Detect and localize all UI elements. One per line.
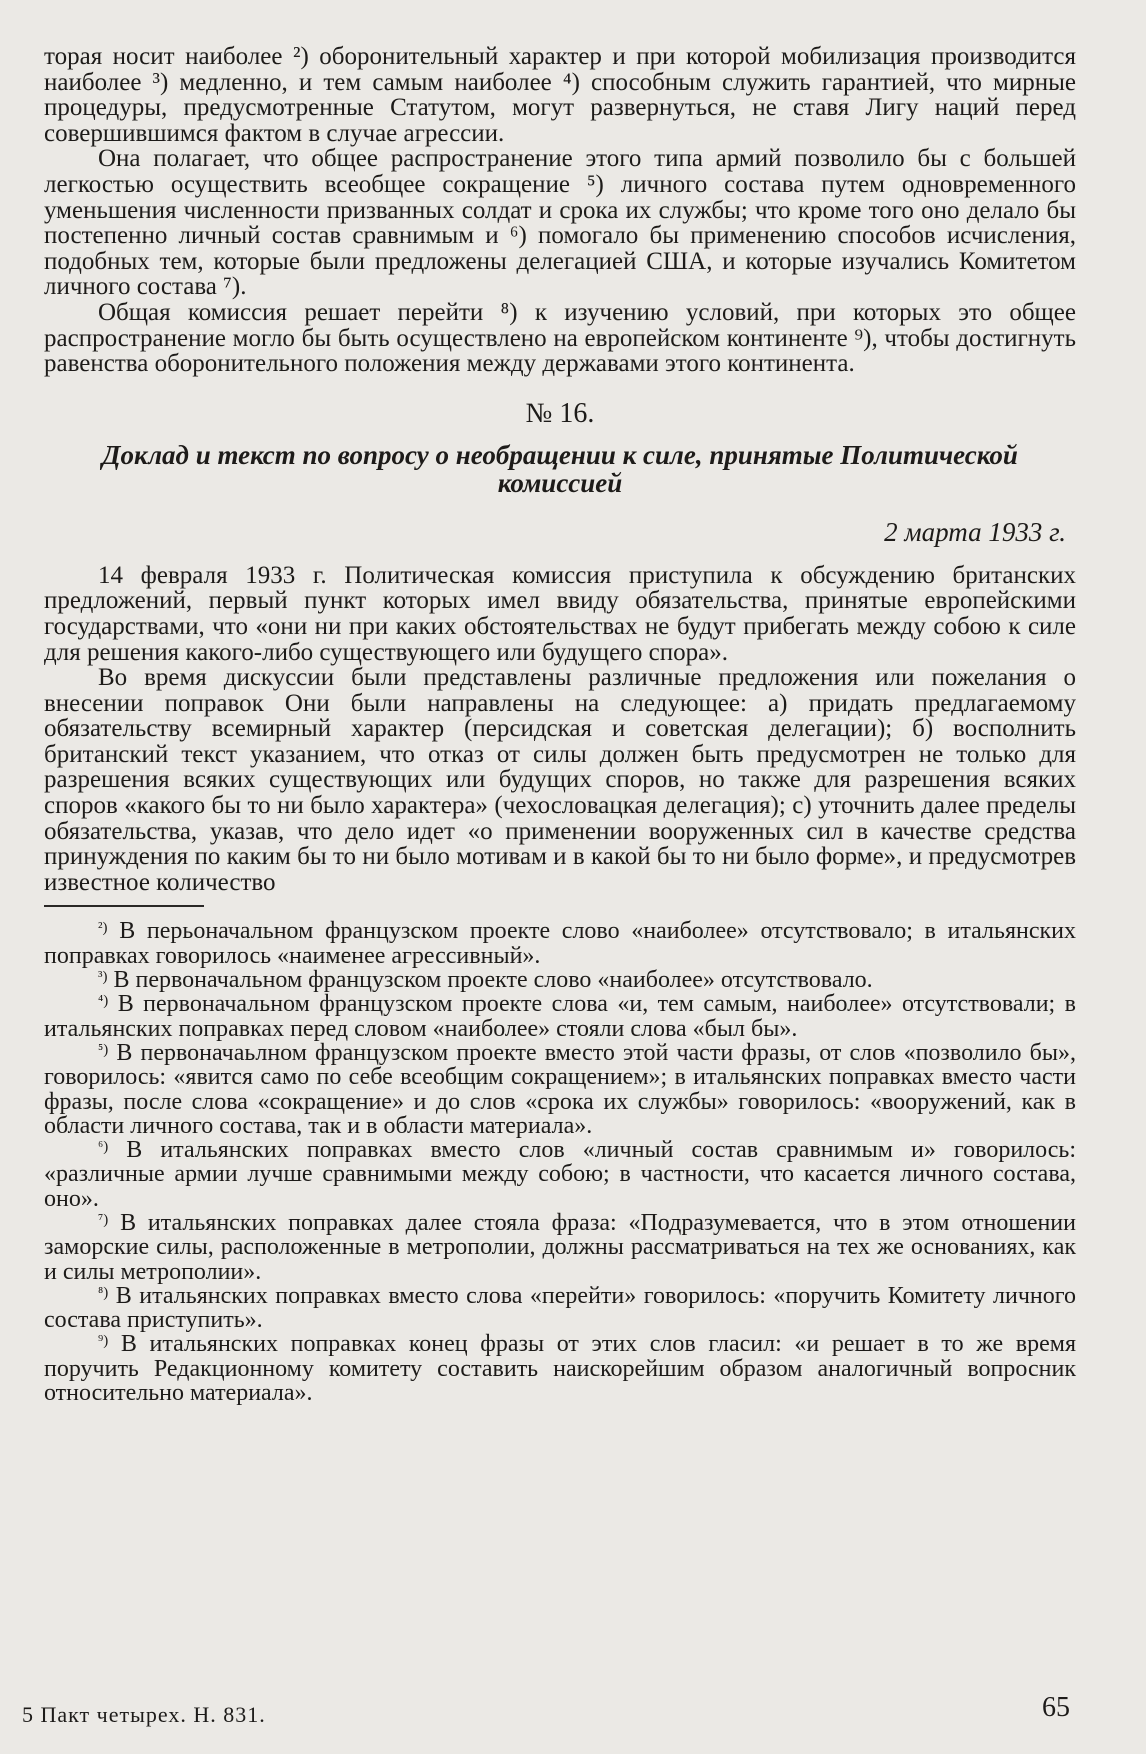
footnote-marker: ⁵) bbox=[98, 1041, 109, 1058]
footnote bbox=[44, 968, 1076, 992]
footnote-text: В итальянских поправках далее стояла фраза: «Подразумевается, что в этом отношении заморские силы, расположенные в метрополии, должны рассматриваться на тех же основаниях, как и силы метрополии». bbox=[44, 1210, 1076, 1285]
footnote-marker: ⁶) bbox=[98, 1139, 109, 1156]
footnote-marker: ⁸) bbox=[98, 1284, 109, 1301]
footnote-marker: ³) bbox=[98, 969, 108, 986]
body-paragraph: 14 февраля 1933 г. Политическая комиссия приступила к обсуждению британских предложений, первый пункт которых имел ввиду обязательства, принятые европейскими государствами, что «они ни при каких обстоятельствах не будут прибегать между собою к силе для решения какого-либо существующего или будущего спора». bbox=[44, 561, 1076, 666]
footnote-text: В перьоначальном французском проекте слово «наиболее» отсутствовало; в итальянских поправках говорилось «наименее агрессивный». bbox=[44, 918, 1077, 969]
footnote bbox=[44, 1138, 1076, 1211]
footnote bbox=[44, 1211, 1076, 1284]
footnote-text: В первоначаьлном французском проекте вместо этой части фразы, от слов «позволило бы», говорилось: «явится само по себе всеобщим сокращением»; в итальянских поправках вместо части фразы, после слова «сокращение» и до слов «срока их службы» говорилось: «вооружений, как в области личного состава, так и в области материала». bbox=[44, 1039, 1076, 1139]
printer-signature: 5 Пакт четырех. Н. 831. bbox=[22, 1702, 266, 1727]
footnote-text: В первоначальном французском проекте слова «и, тем самым, наиболее» отсутствовали; в итальянских поправках перед словом «наиболее» стояли слова «был бы». bbox=[44, 991, 1076, 1042]
footnote bbox=[44, 919, 1076, 968]
footnote-divider bbox=[44, 905, 204, 907]
footnote bbox=[44, 1041, 1076, 1138]
body-paragraph: Общая комиссия решает перейти ⁸) к изучению условий, при которых это общее распространение могло бы быть осуществлено на европейском континенте ⁹), чтобы достигнуть равенства оборонительного положения между державами этого континента. bbox=[44, 298, 1076, 378]
footnote-text: В итальянских поправках вместо слов «личный состав сравнимым и» говорилось: «различные армии лучше сравнимыми между собою; в частности, что касается личного состава, оно». bbox=[44, 1137, 1077, 1212]
page-footer bbox=[22, 1692, 1076, 1742]
body-paragraph: Она полагает, что общее распространение этого типа армий позволило бы с большей легкостью осуществить всеобщее сокращение ⁵) личного состава путем одновременного уменьшения численности призванных солдат и срока их службы; что кроме того оно делало бы постепенно личный состав сравнимым и ⁶) помогало бы применению способов исчисления, подобных тем, которые были предложены делегацией США, и которые изучались Комитетом личного состава ⁷). bbox=[44, 145, 1076, 301]
body-paragraph: торая носит наиболее ²) оборонительный характер и при которой мобилизация производится наиболее ³) медленно, и тем самым наиболее ⁴) способным служить гарантией, что мирные процедуры, предусмотренные Статутом, могут развернуться, не ставя Лигу наций перед совершившимся фактом в случае агрессии. bbox=[44, 43, 1076, 147]
document-number: № 16. bbox=[525, 397, 595, 429]
footnote-text: В итальянских поправках конец фразы от этих слов гласил: «и решает в то же время поручить Редакционному комитету составить наискорейшим образом аналогичный вопросник относительно материала». bbox=[44, 1331, 1077, 1407]
footnote-marker: ²) bbox=[98, 920, 108, 937]
footnote-text: В первоначальном французском проекте слово «наиболее» отсутствовало. bbox=[113, 967, 873, 994]
document-date: 2 марта 1933 г. bbox=[884, 516, 1066, 547]
footnote bbox=[44, 1332, 1076, 1405]
footnote-marker: ⁷) bbox=[98, 1212, 109, 1228]
body-paragraph: Во время дискуссии были представлены различные предложения или пожелания о внесении поправок Они были направлены на следующее: а) придать предлагаемому обязательству всемирный характер (персидская и советская делегации); б) восполнить британский текст указанием, что отказ от силы должен быть предусмотрен не только для разрешения всяких существующих или будущих споров, но также для разрешения всяких споров «какого бы то ни было характера» (чехословацкая делегация); с) уточнить далее пределы обязательства, указав, что дело идет «о применении вооруженных сил в качестве средства принуждения по каким бы то ни было мотивам и в какой бы то ни было форме», и предусмотрев известное количество bbox=[44, 664, 1076, 896]
footnote-text: В итальянских поправках вместо слова «перейти» говорилось: «поручить Комитету личного состава приступить». bbox=[44, 1282, 1076, 1334]
footnote-marker: ⁹) bbox=[98, 1333, 109, 1350]
footnote-marker: ⁴) bbox=[98, 993, 109, 1010]
footnotes bbox=[44, 919, 1076, 1405]
footnote bbox=[44, 1284, 1076, 1333]
footnote bbox=[44, 992, 1076, 1041]
document-title: Доклад и текст по вопросу о необращении к силе, принятые Политической комиссией bbox=[102, 439, 1018, 498]
page-number: 65 bbox=[1042, 1692, 1070, 1723]
